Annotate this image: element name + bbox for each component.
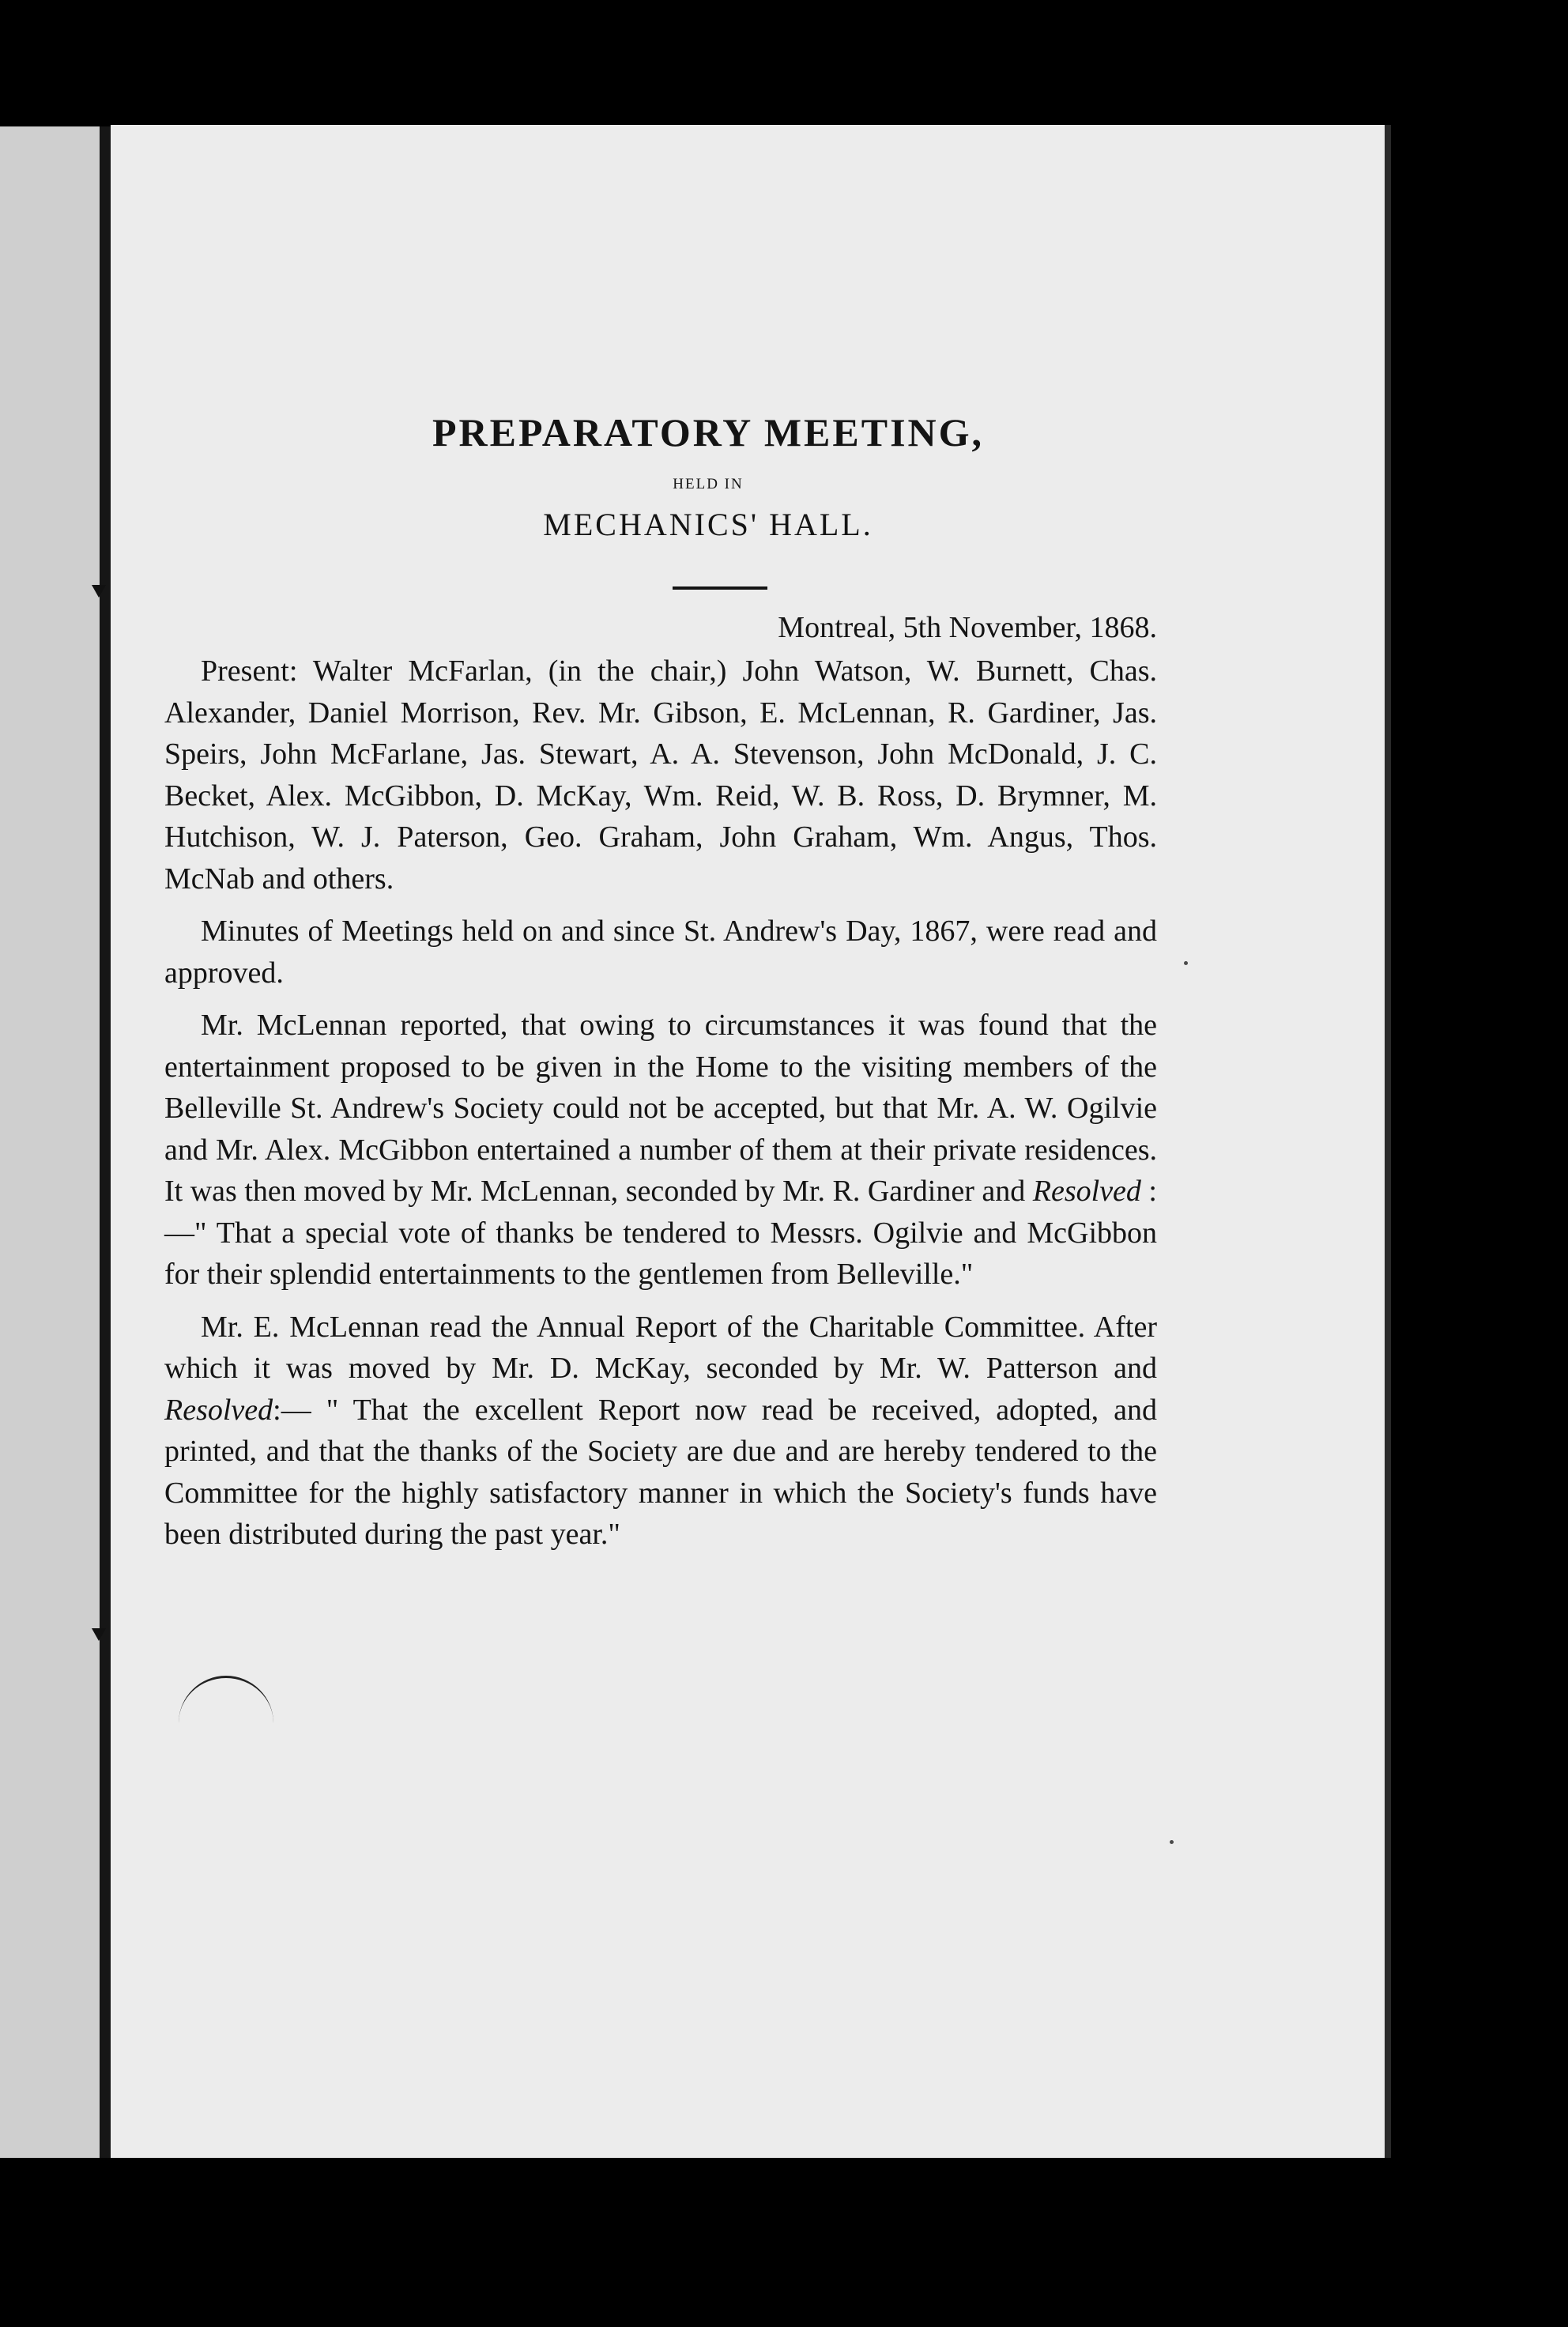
- venue-heading: MECHANICS' HALL.: [543, 506, 873, 542]
- heading-rule: [673, 586, 767, 590]
- held-in-label: HELD IN: [673, 476, 744, 492]
- book-gutter: [100, 126, 111, 2158]
- margin-mark: [92, 1628, 106, 1641]
- ink-speck: [1170, 1840, 1174, 1844]
- minutes-paragraph: Minutes of Meetings held on and since St. Andrew's Day, 1867, were read and approved.: [164, 915, 1157, 990]
- adjacent-page-edge: [0, 126, 101, 2158]
- ink-speck: [1184, 961, 1188, 965]
- page-edge-shadow: [1385, 125, 1391, 2158]
- page-text: [164, 411, 1157, 1556]
- resolved-label: Resolved: [164, 1393, 273, 1427]
- resolved-label: Resolved: [1032, 1175, 1141, 1209]
- report-paragraph: Mr. E. McLennan read the Annual Report of the Charitable Committee. After which it was moved by Mr. D. McKay, seconded by Mr. W. Patterson and Resolved:— " That the excellent Report now read be received, adopted, and printed, and that the thanks of the Society are due and are hereby tendered to the Committee for the highly satisfactory manner in which the Society's funds have been distributed during the past year.": [164, 1310, 1157, 1552]
- page-title: PREPARATORY MEETING,: [432, 410, 985, 454]
- dateline: Montreal, 5th November, 1868.: [778, 610, 1157, 644]
- entertainment-paragraph: Mr. McLennan reported, that owing to circumstances it was found that the entertainment proposed to be given in the Home to the visiting members of the Belleville St. Andrew's Society could not be accepted, but that Mr. A. W. Ogilvie and Mr. Alex. McGibbon entertained a number of them at their private residences. It was then moved by Mr. McLennan, seconded by Mr. R. Gardiner and Resolved :—" That a special vote of thanks be tendered to Messrs. Ogilvie and McGibbon for their splendid entertainments to the gentlemen from Belleville.": [164, 1009, 1157, 1292]
- margin-mark: [92, 585, 106, 598]
- attendees-paragraph: Present: Walter McFarlan, (in the chair,) John Watson, W. Burnett, Chas. Alexander, Daniel Morrison, Rev. Mr. Gibson, E. McLennan, R. Gardiner, Jas. Speirs, John McFarlane, Jas. Stewart, A. A. Stevenson, John McDonald, J. C. Becket, Alex. McGibbon, D. McKay, Wm. Reid, W. B. Ross, D. Brymner, M. Hutchison, W. J. Paterson, Geo. Graham, John Graham, Wm. Angus, Thos. McNab and others.: [164, 654, 1157, 896]
